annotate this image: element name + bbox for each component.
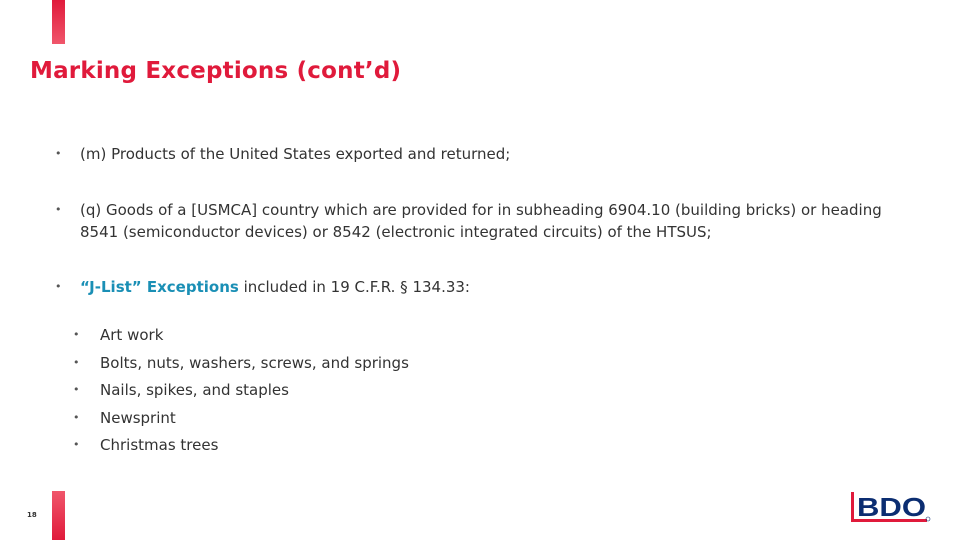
bullet-text: (q) Goods of a [USMCA] country which are provided for in subheading 6904.10 (building bricks) or heading 8541 (semiconductor devices) or 8542 (electronic integrated circuits) of the HTSUS; [80, 201, 882, 241]
bullet-item [50, 199, 910, 243]
bullet-dot: • [73, 438, 80, 451]
bullet-dot: • [73, 328, 80, 341]
list-item-text: Nails, spikes, and staples [100, 381, 289, 399]
list-item [70, 352, 409, 380]
list-item-text: Newsprint [100, 408, 176, 427]
bullet-dot: • [55, 203, 62, 216]
logo-text: BDO [857, 492, 926, 522]
list-item [70, 407, 409, 435]
bullet-item [50, 143, 510, 165]
bullet-text: (m) Products of the United States exported and returned; [80, 145, 511, 163]
list-item-text: Art work [100, 326, 164, 344]
bullet-item [50, 276, 470, 298]
bdo-logo-icon [851, 492, 931, 522]
list-item-text: Christmas trees [100, 436, 219, 454]
bullet-dot: • [55, 147, 62, 160]
bullet-dot: • [55, 280, 62, 293]
jlist-link: “J-List” Exceptions [80, 278, 239, 296]
bullet-dot: • [73, 383, 80, 396]
logo-red-bar [851, 492, 854, 522]
bottom-accent-bar [52, 491, 65, 540]
bullet-dot: • [73, 355, 80, 369]
bullet-dot: • [73, 410, 80, 424]
list-item [70, 379, 409, 407]
jlist-sublist [70, 324, 409, 462]
list-item-text: Bolts, nuts, washers, screws, and springs [100, 353, 409, 372]
bullet-text: included in 19 C.F.R. § 134.33: [238, 278, 470, 296]
top-accent-bar [52, 0, 65, 44]
slide-title: Marking Exceptions (cont’d) [30, 58, 402, 84]
page-number: 18 [27, 511, 37, 519]
list-item [70, 324, 409, 352]
list-item [70, 434, 409, 462]
